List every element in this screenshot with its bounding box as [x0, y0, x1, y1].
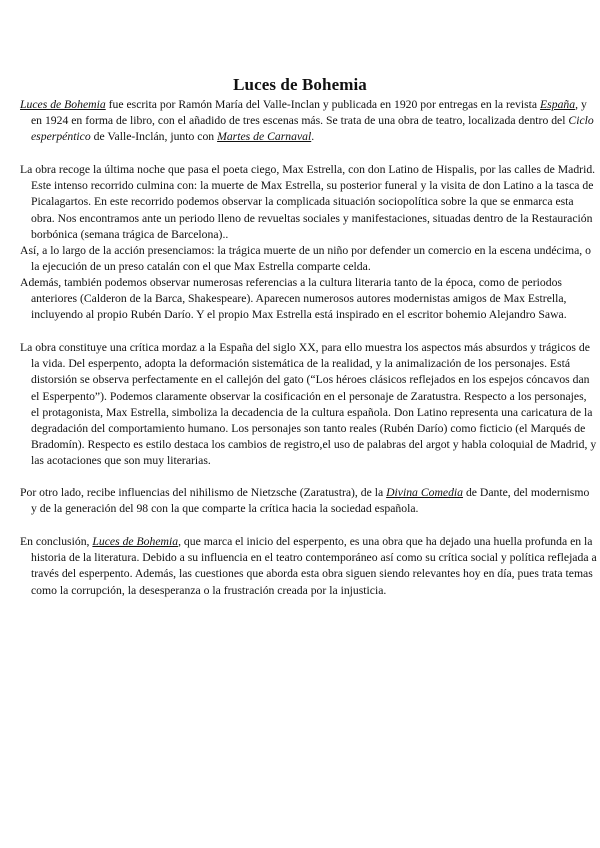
- paragraph-text: , que marca el inicio del esperpento, es una obra que ha dejado una huella profunda en la historia de la literatura. Debido a su influencia en el teatro contemporáneo así como su crítica social y política reflejada a través del esperpento. Además, las cuestiones que aborda esta obra siguen siendo relevantes hoy en día, pues trata temas como la corrupción, la desesperanza o la frustración creada por la injusticia.: [31, 535, 597, 597]
- paragraph-intro: [20, 97, 597, 146]
- paragraph-text: .: [311, 130, 315, 144]
- paragraph-critique: [20, 340, 597, 470]
- work-title-link: Luces de Bohemia: [20, 98, 106, 111]
- paragraph-text: Además, también podemos observar numerosas referencias a la cultura literaria tanto de la época, como de periodos anteriores (Calderon de la Barca, Shakespeare). Aparecen numerosos autores modernistas amigos de Max Estrella, incluyendo al propio Rubén Darío. Y el propio Max Estrella está inspirado en el escritor bohemio Alejandro Sawa.: [20, 276, 567, 322]
- paragraph-text: fue escrita por Ramón María del Valle-Inclan y publicada en 1920 por entregas en la revista: [105, 98, 541, 111]
- document-title: Luces de Bohemia: [233, 75, 367, 94]
- italic-text: Ciclo esperpéntico: [31, 114, 594, 144]
- paragraph-text: La obra constituye una crítica mordaz a la España del siglo XX, para ello muestra los aspectos más absurdos y trágicos de la vida. Del esperpento, adopta la deformación sistemática de la realidad, y la animalización de los personajes. Está distorsión se observa perfectamente en el callejón del gato (“Los héroes clásicos reflejados en los espejos cóncavos dan el Esperpento”). Podemos claramente observar la cosificación en el personaje de Zaratustra. Respecto a los personajes, el protagonista, Max Estrella, simboliza la decadencia de la cultura española. Don Latino representa una caricatura de la degradación del comportamiento humano. Los personajes son tanto reales (Rubén Darío) como ficticio (el Marqués de Bradomín). Respecto es estilo destaca los cambios de registro,el uso de palabras del argot y habla coloquial de Madrid, y las acotaciones que son muy literarias.: [20, 341, 597, 468]
- paragraph-text: de Valle-Inclán, junto con: [90, 130, 218, 144]
- paragraph-plot: [20, 162, 597, 243]
- paragraph-text: de Dante, del modernismo y de la generación del 98 con la que comparte la crítica hacia la sociedad española.: [31, 486, 590, 516]
- work-title-link: Divina Comedia: [386, 486, 464, 499]
- paragraph-conclusion: [20, 534, 597, 599]
- paragraph-text: La obra recoge la última noche que pasa el poeta ciego, Max Estrella, con don Latino de Hispalis, por las calles de Madrid. Este intenso recorrido culmina con: la muerte de Max Estrella, su posterior funeral y la visita de don Latino a la tasca de Picalagartos. En este recorrido podemos observar la complicada situación sociopolítica sobre la que se enmarca esta obra. Nos encontramos ante un periodo lleno de revueltas sociales y manifestaciones, situadas dentro de la Restauración borbónica (semana trágica de Barcelona)..: [20, 163, 596, 241]
- paragraph-events: [20, 243, 597, 275]
- paragraph-text: Así, a lo largo de la acción presenciamos: la trágica muerte de un niño por defender un comercio en la escena undécima, o la ejecución de un preso catalán con el que Max Estrella comparte celda.: [20, 244, 591, 274]
- paragraph-influences: [20, 485, 597, 517]
- work-title-link: Martes de Carnaval: [217, 130, 312, 144]
- paragraph-text: , y en 1924 en forma de libro, con el añadido de tres escenas más. Se trata de una obra de teatro, localizada dentro del: [31, 98, 587, 128]
- work-title-link: España: [540, 98, 576, 111]
- paragraph-text: En conclusión,: [20, 535, 93, 548]
- paragraph-references: [20, 275, 597, 324]
- paragraph-text: Por otro lado, recibe influencias del nihilismo de Nietzsche (Zaratustra), de la: [20, 486, 387, 499]
- work-title-link: Luces de Bohemia: [92, 535, 179, 548]
